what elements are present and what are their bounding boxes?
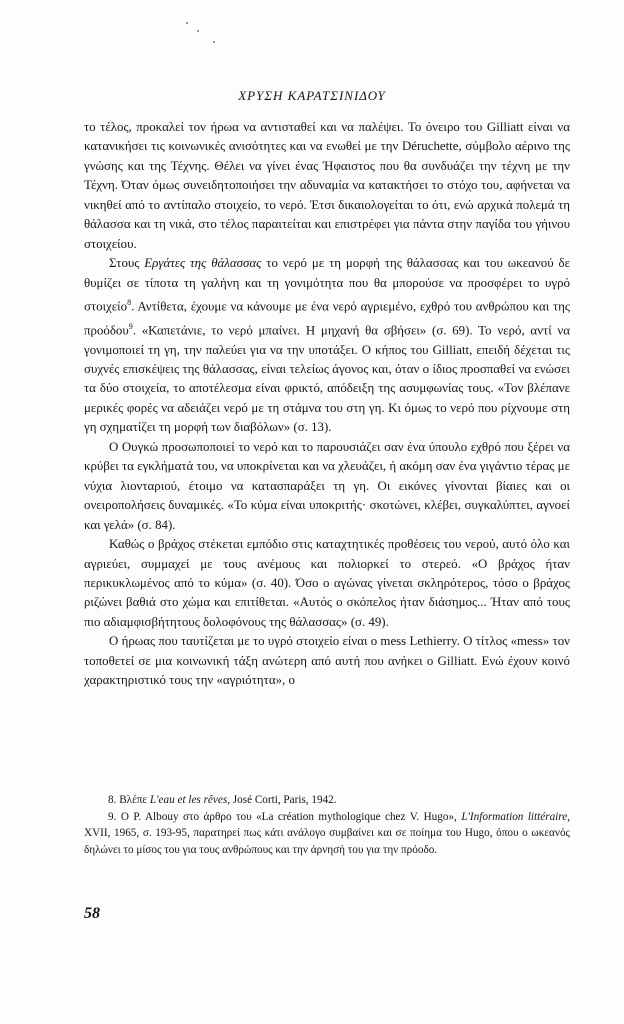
paragraph: το τέλος, προκαλεί τον ήρωα να αντισταθεί και να παλέψει. Το όνειρο του Gilliatt είναι να κατανικήσει τις κοινωνικές ανισότητες και να ενωθεί με την Déruchette, σύμβολο αέρινο της γνώσης και της Τέχνης. Θέλει να γίνει ένας Ήφαιστος που θα συνδυάζει την τέχνη με την Τέχνη. Όταν όμως συνειδητοποιήσει την αδυναμία να κατακτήσει το στόχο του, αφήνεται να νικηθεί από το αντίπαλο στοιχείο, το νερό. Έτσι δικαιολογείται το ότι, ενώ αρχικά πολεμά τη θάλασσα και τη νικά, στο τέλος παραιτείται και επιστρέφει για πάντα στην παγίδα του γήινου στοιχείου. bbox=[84, 120, 570, 251]
footnote-ref: 8 bbox=[127, 298, 132, 308]
footnote-9 bbox=[84, 809, 570, 859]
paragraph: Ο Ουγκώ προσωποποιεί το νερό και το παρουσιάζει σαν ένα ύπουλο εχθρό που ξέρει να κρύβει τα εγκλήματά του, να υποκρίνεται και να χλευάζει, ή ακόμη σαν ένα γιγάντιο τέρας με νύχια λιονταριού, έτοιμο να κατασπαράξει τη γη. Οι εικόνες γίνονται βίαιες και οι ονειροπολήσεις δυναμικές. «Το κύμα είναι υποκριτής· σκοτώνει, κλέβει, συγκαλύπτει, αγνοεί και γελά» (σ. 84). bbox=[84, 439, 570, 532]
text-run: 9. Ο P. Albouy στο άρθρο του «La création mythologique chez V. Hugo», bbox=[108, 810, 462, 823]
footnote-ref: 9 bbox=[128, 321, 133, 331]
text-run: το νερό με τη μορφή της θάλασσας και του ωκεανού δε θυμίζει σε τίποτα τη γαλήνη και τη γονιμότητα που θα μπορούσε να προσφέρει το υγρό στοιχείο bbox=[84, 256, 570, 314]
scan-speck bbox=[213, 41, 215, 43]
text-run: . Αντίθετα, έχουμε να κάνουμε με ένα νερό αγριεμένο, εχθρό του ανθρώπου και της προόδου bbox=[84, 299, 570, 338]
text-run: , XVII, 1965, σ. 193-95, παρατηρεί πως κάτι ανάλογο συμβαίνει και σε ποίημα του Hugo, όπου ο ωκεανός δηλώνει το μίσος του για τους ανθρώπους και την άρνησή του για την πρόοδο. bbox=[84, 810, 570, 856]
book-title: Εργάτες της θάλασσας bbox=[144, 256, 262, 271]
body-text bbox=[84, 118, 570, 691]
running-header: ΧΡΥΣΗ ΚΑΡΑΤΣΙΝΙΔΟΥ bbox=[238, 88, 386, 103]
cited-title: L'Information littéraire bbox=[461, 810, 568, 823]
text-run: . «Καπετάνιε, το νερό μπαίνει. Η μηχανή θα σβήσει» (σ. 69). Το νερό, αντί να γονιμοποιεί τη γη, την παλεύει για να την υποτάξει. Ο κήπος του Gilliatt, επειδή δέχεται τις συχνές επισκέψεις της θάλασσας, είναι τελείως άγονος και, όταν ο ίδιος προσπαθεί να ενώσει τα δύο στοιχεία, το αποτέλεσμα είναι φρικτό, απόδειξη της ασυμφωνίας τους. «Τον βλέπανε μερικές φορές να αδειάζει νερό με τη στάμνα του στη γη. Κι όμως το νερό που ρίχνουμε στη γη σχηματίζει τη μορφή των διαβόλων» (σ. 13). bbox=[84, 323, 570, 435]
text-run: , José Corti, Paris, 1942. bbox=[227, 794, 337, 806]
text-run: Στους bbox=[109, 256, 145, 271]
cited-title: L'eau et les rêves bbox=[149, 794, 228, 806]
scan-speck bbox=[186, 22, 188, 24]
paragraph: Καθώς ο βράχος στέκεται εμπόδιο στις καταχτητικές προθέσεις του νερού, αυτό όλο και αγριεύει, συμμαχεί με τους ανέμους και πολιορκεί το στερεό. «Ο βράχος ήταν περικυκλωμένος από το κύμα» (σ. 40). Όσο ο αγώνας γίνεται σκληρότερος, τόσο ο βράχος ριζώνει βαθιά στο χώμα και επιτίθεται. «Αυτός ο σκόπελος ήταν διάσημος... Ήταν από τους πιο αδιαμφισβήτητους δολοφόνους της θάλασσας» (σ. 49). bbox=[84, 537, 570, 629]
footnote-8 bbox=[84, 792, 570, 809]
footnotes bbox=[84, 792, 570, 858]
page-number: 58 bbox=[84, 905, 100, 922]
scan-speck bbox=[197, 30, 199, 32]
paragraph bbox=[84, 254, 570, 438]
paragraph: Ο ήρωας που ταυτίζεται με το υγρό στοιχείο είναι ο mess Lethierry. Ο τίτλος «mess» τον τοποθετεί σε μια κοινωνική τάξη ανώτερη από αυτή που ανήκει ο Gilliatt. Ενώ έχουν κοινό χαρακτηριστικό τους την «αγριότητα», ο bbox=[84, 634, 570, 688]
text-run: 8. Βλέπε bbox=[108, 794, 150, 806]
